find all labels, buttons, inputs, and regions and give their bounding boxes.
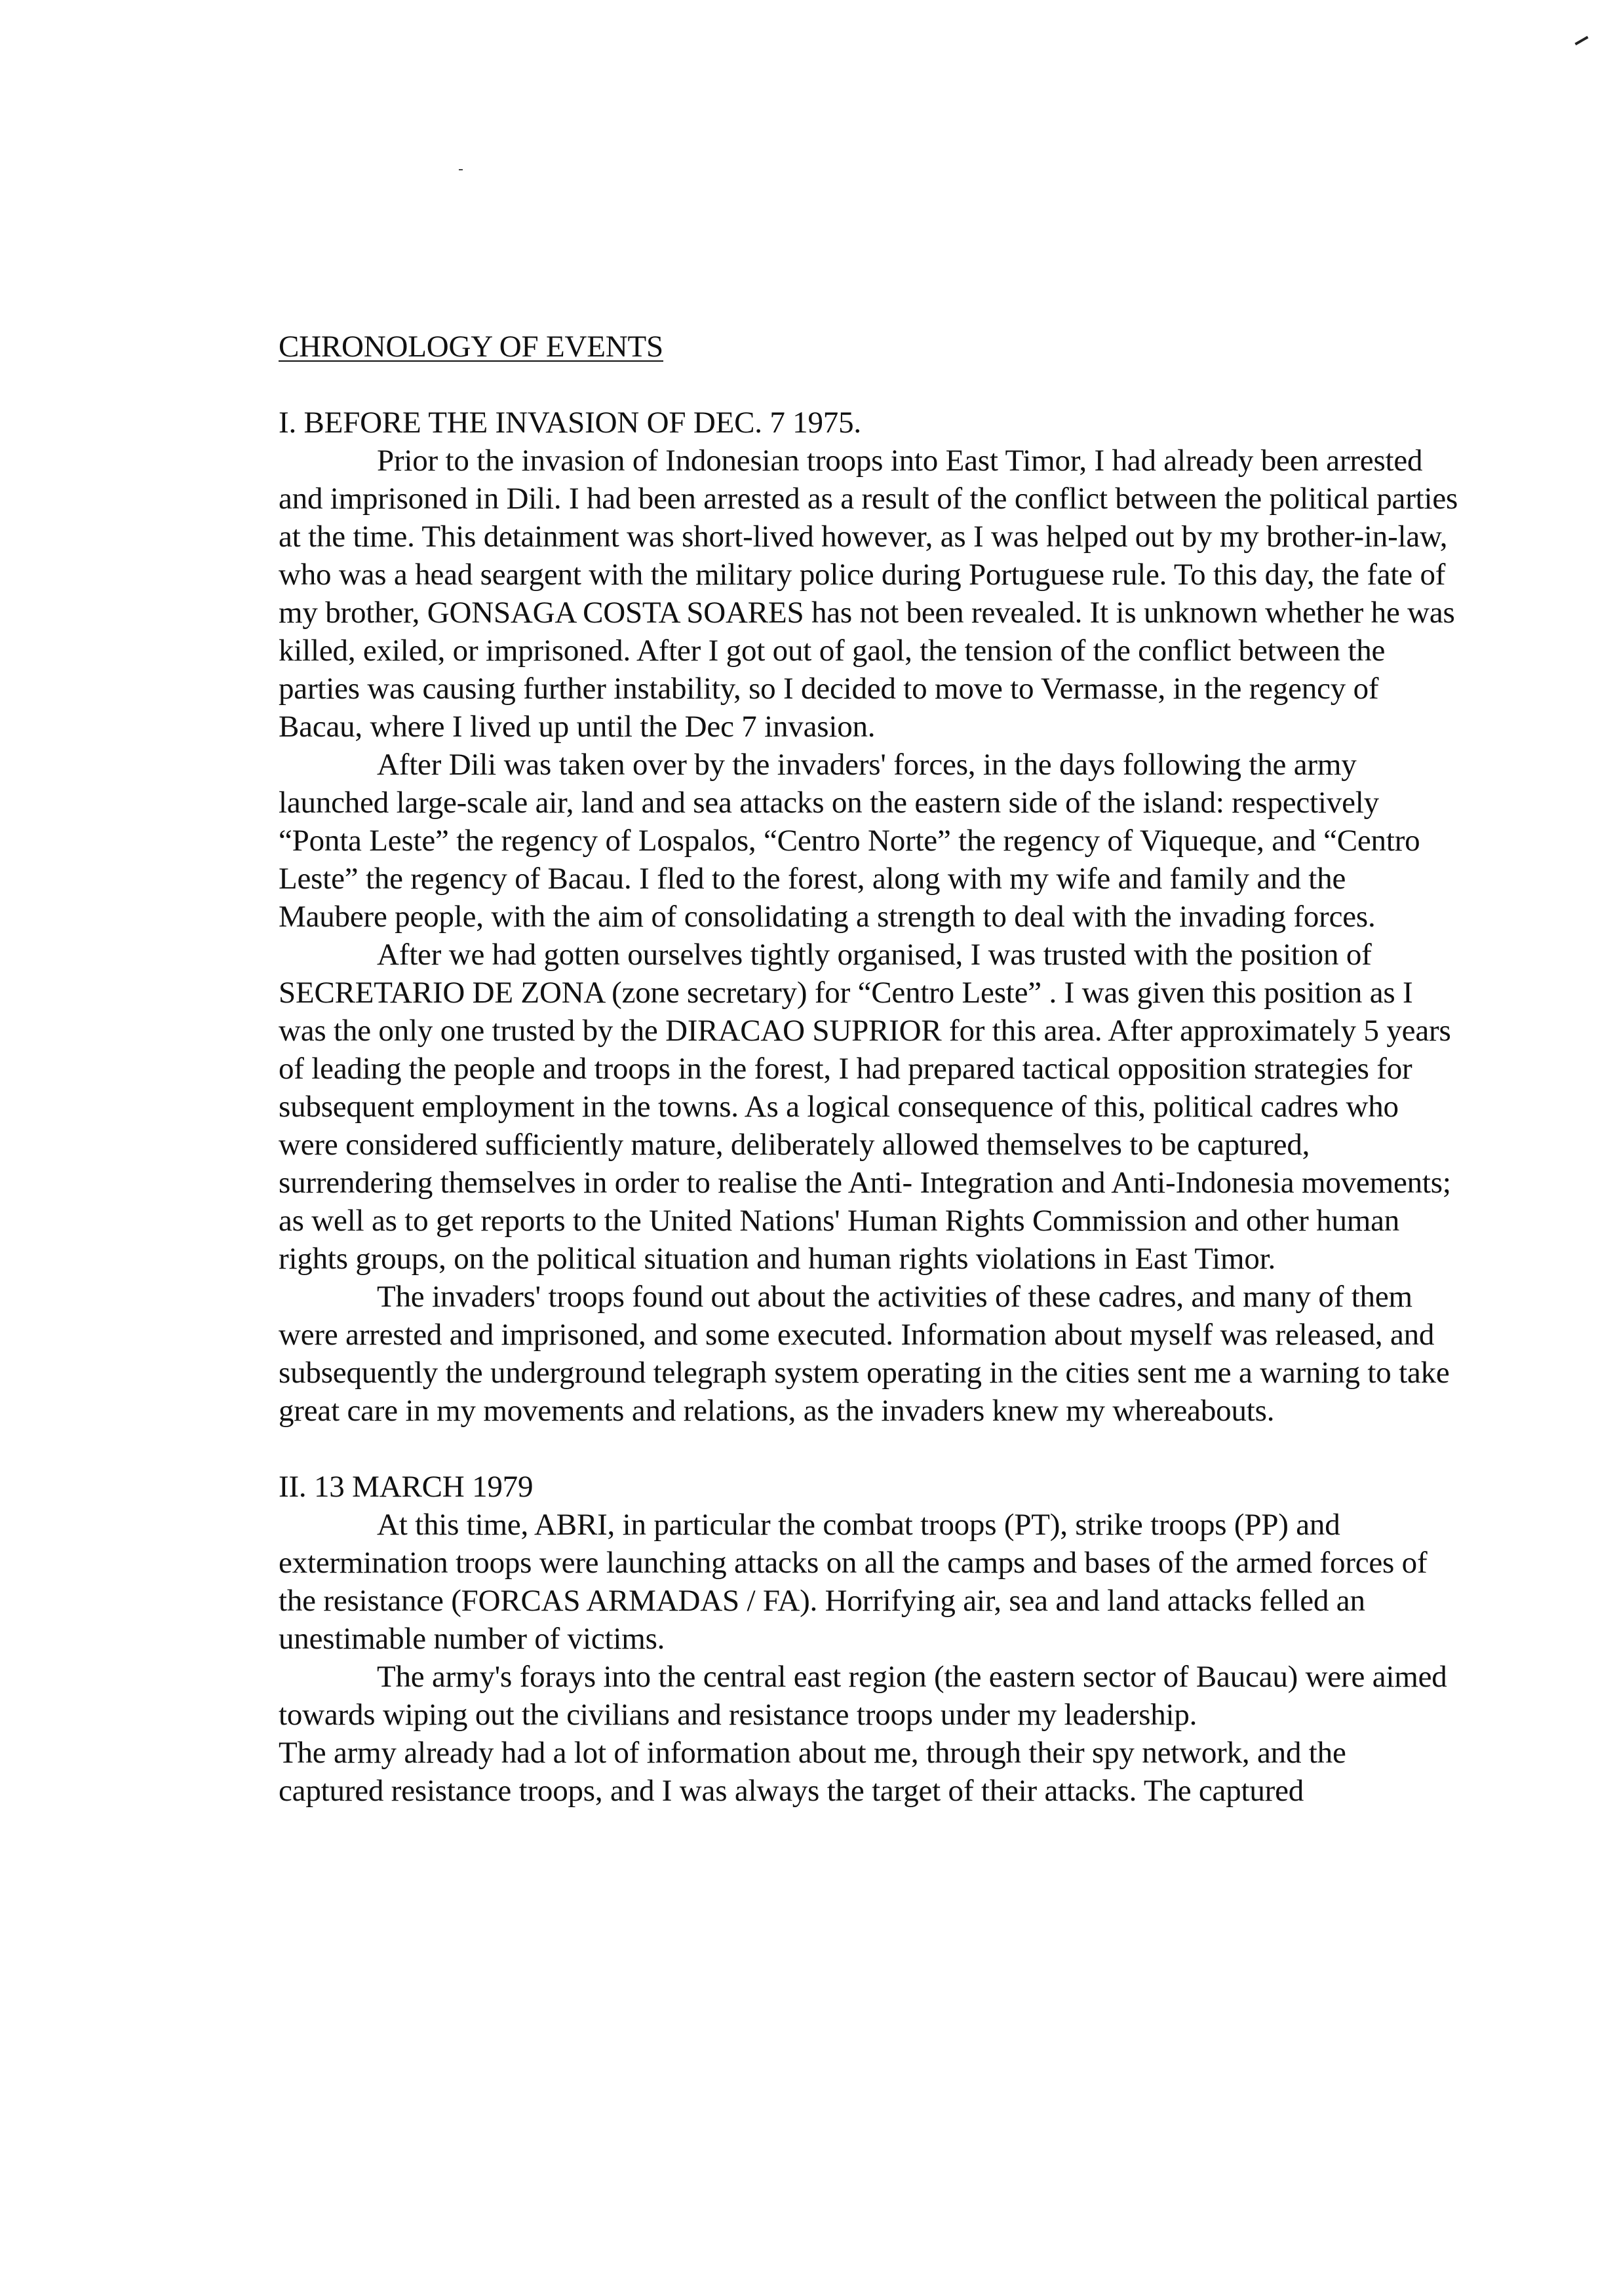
paragraph-continuation: The army already had a lot of information about me, through their spy network, and the captured resistance troops, and I was always the target of their attacks. The captured [279, 1736, 1346, 1808]
paragraph: The army's forays into the central east region (the eastern sector of Baucau) were aimed towards wiping out the civilians and resistance troops under my leadership. [279, 1660, 1447, 1732]
section-before-invasion [279, 404, 1458, 1430]
paragraph: After Dili was taken over by the invaders' forces, in the days following the army launched large-scale air, land and sea attacks on the eastern side of the island: respectively “Ponta Leste” the regency of Lospalos, “Centro Norte” the regency of Viqueque, and “Centro Leste” the regency of Bacau. I fled to the forest, along with my wife and family and the Maubere people, with the aim of consolidating a strength to deal with the invading forces. [279, 748, 1420, 934]
corner-pen-mark [1574, 36, 1588, 45]
section-13-march-1979 [279, 1468, 1458, 1810]
paragraph: The invaders' troops found out about the activities of these cadres, and many of them were arrested and imprisoned, and some executed. Information about myself was released, and subsequently the underground telegraph system operating in the cities sent me a warning to take great care in my movements and relations, as the invaders knew my whereabouts. [279, 1280, 1450, 1428]
stray-mark [459, 169, 463, 170]
section-heading: I. BEFORE THE INVASION OF DEC. 7 1975. [279, 406, 861, 440]
document-title: CHRONOLOGY OF EVENTS [279, 330, 663, 364]
paragraph: Prior to the invasion of Indonesian troops into East Timor, I had already been arrested and imprisoned in Dili. I had been arrested as a result of the conflict between the political parties at the time. This detainment was short-lived however, as I was helped out by my brother-in-law, who was a head seargent with the military police during Portuguese rule. To this day, the fate of my brother, GONSAGA COSTA SOARES has not been revealed. It is unknown whether he was killed, exiled, or imprisoned. After I got out of gaol, the tension of the conflict between the parties was causing further instability, so I decided to move to Vermasse, in the regency of Bacau, where I lived up until the Dec 7 invasion. [279, 444, 1458, 744]
document-body [279, 328, 1458, 1810]
paragraph: At this time, ABRI, in particular the combat troops (PT), strike troops (PP) and extermination troops were launching attacks on all the camps and bases of the armed forces of the resistance (FORCAS ARMADAS / FA). Horrifying air, sea and land attacks felled an unestimable number of victims. [279, 1508, 1428, 1656]
section-heading: II. 13 MARCH 1979 [279, 1470, 534, 1504]
paragraph: After we had gotten ourselves tightly organised, I was trusted with the position of SECRETARIO DE ZONA (zone secretary) for “Centro Leste” . I was given this position as I was the only one trusted by the DIRACAO SUPRIOR for this area. After approximately 5 years of leading the people and troops in the forest, I had prepared tactical opposition strategies for subsequent employment in the towns. As a logical consequence of this, political cadres who were considered sufficiently mature, deliberately allowed themselves to be captured, surrendering themselves in order to realise the Anti- Integration and Anti-Indonesia movements; as well as to get reports to the United Nations' Human Rights Commission and other human rights groups, on the political situation and human rights violations in East Timor. [279, 938, 1451, 1276]
